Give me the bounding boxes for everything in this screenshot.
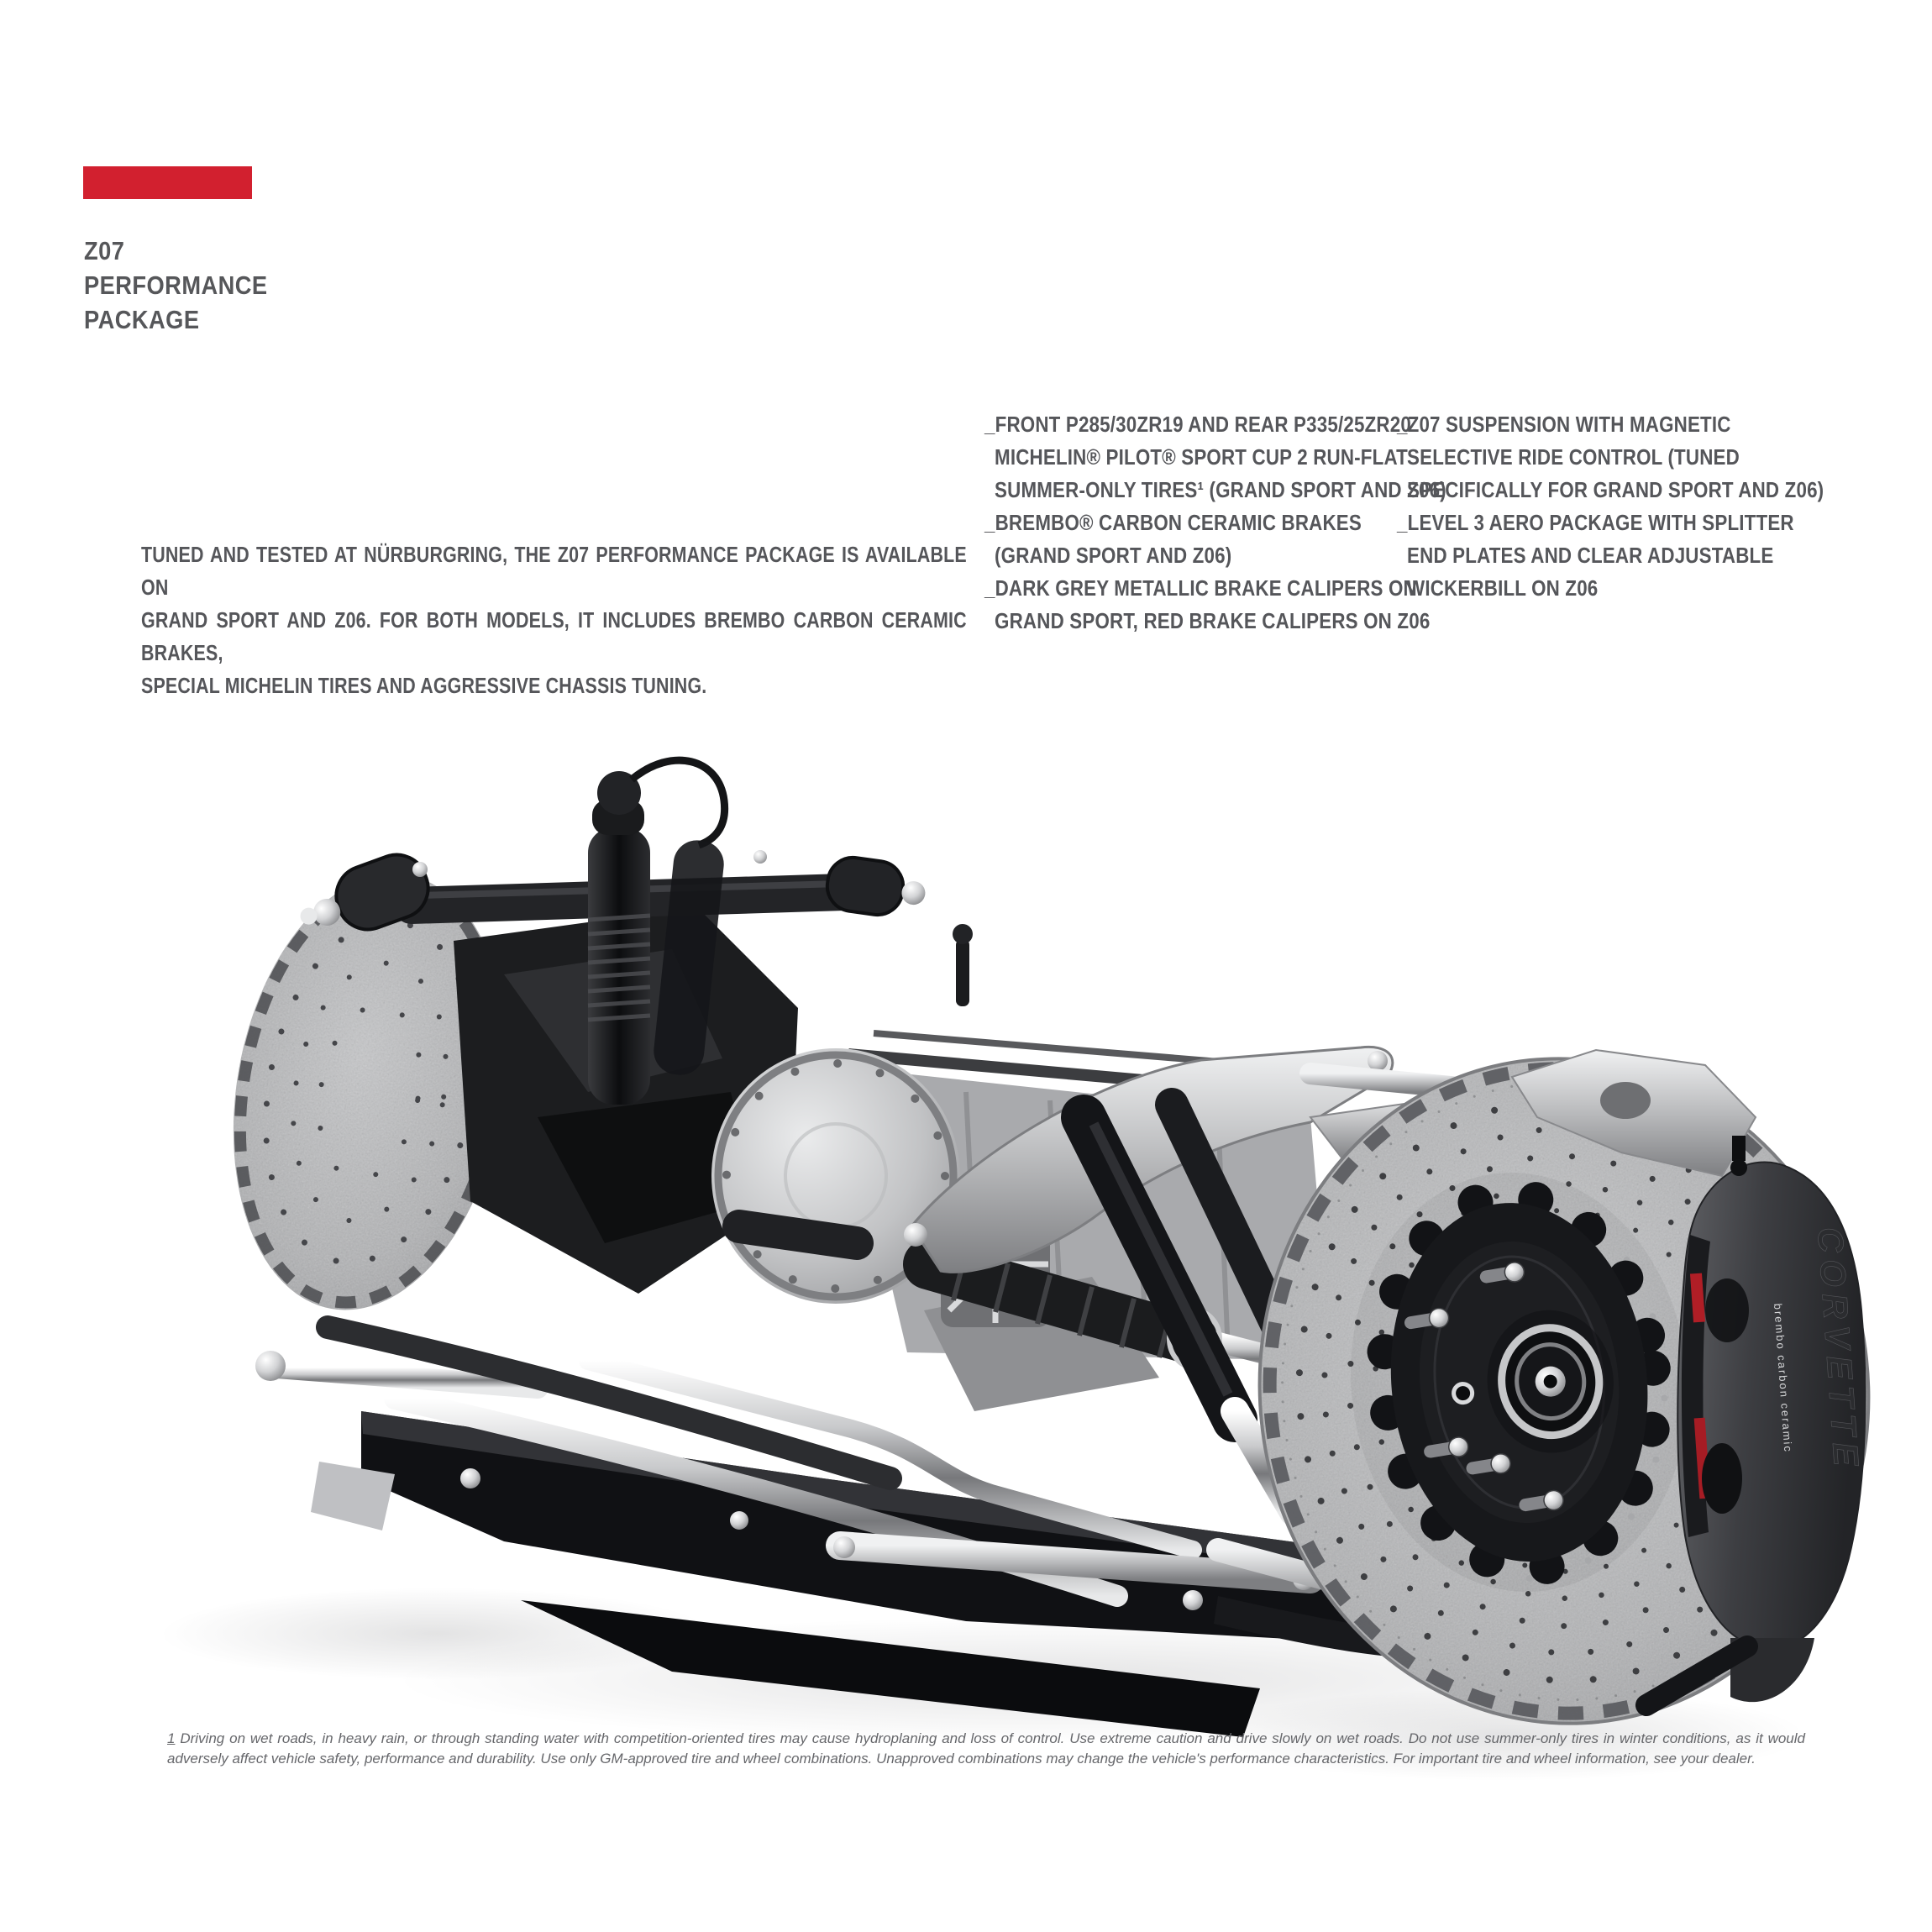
feature-item-cont: WICKERBILL ON Z06 (1407, 575, 1599, 601)
feature-item-cont: END PLATES AND CLEAR ADJUSTABLE (1407, 543, 1774, 568)
feature-item: _BREMBO® CARBON CERAMIC BRAKES (984, 510, 1362, 535)
footnote-line2: adversely affect vehicle safety, performance and durability. Use only GM-approved tire and wheel combinations. Unapproved combinations may change the vehicle's performance characteristics. For important tire and wheel information, see your dealer. (167, 1751, 1756, 1767)
intro-line: TUNED AND TESTED AT NÜRBURGRING, THE Z07 PERFORMANCE PACKAGE IS AVAILABLE ON (141, 543, 967, 600)
feature-item: _FRONT P285/30ZR19 AND REAR P335/25ZR20 (984, 412, 1411, 437)
page-title-line1: Z07 (84, 236, 125, 265)
feature-item-cont: MICHELIN® PILOT® SPORT CUP 2 RUN-FLAT (995, 444, 1408, 470)
feature-item-cont: SELECTIVE RIDE CONTROL (TUNED (1407, 444, 1740, 470)
feature-item: _DARK GREY METALLIC BRAKE CALIPERS ON (984, 575, 1417, 601)
footnote-text1: Driving on wet roads, in heavy rain, or through standing water with competition-oriented tires may cause hydroplaning and loss of control. Use extreme caution and drive slowly on wet roads. Do not use summer-only tires in winter conditions, as it would (175, 1730, 1805, 1746)
feature-item-cont: GRAND SPORT, RED BRAKE CALIPERS ON Z06 (995, 608, 1431, 633)
feature-item: _LEVEL 3 AERO PACKAGE WITH SPLITTER (1397, 510, 1794, 535)
page-title-line3: PACKAGE (84, 305, 200, 334)
footnote (167, 1729, 1805, 1769)
page-title-line2: PERFORMANCE (84, 270, 268, 300)
brake-hose (632, 760, 725, 845)
caliper-brembo-label: brembo carbon ceramic (1772, 1303, 1795, 1454)
feature-item: _Z07 SUSPENSION WITH MAGNETIC (1397, 412, 1731, 437)
footnote-line1 (167, 1729, 1805, 1749)
footnote-marker: 1 (167, 1730, 176, 1746)
feature-item-cont: (GRAND SPORT AND Z06) (995, 543, 1232, 568)
caliper-corvette-label: CORVETTE (1810, 1226, 1867, 1474)
intro-line: GRAND SPORT AND Z06. FOR BOTH MODELS, IT INCLUDES BREMBO CARBON CERAMIC BRAKES, (141, 609, 967, 665)
feature-item-cont: SUMMER-ONLY TIRES¹ (GRAND SPORT AND Z06) (995, 477, 1446, 502)
bushing-right (824, 854, 929, 921)
intro-line: SPECIAL MICHELIN TIRES AND AGGRESSIVE CHASSIS TUNING. (141, 675, 707, 698)
feature-item-cont: SPECIFICALLY FOR GRAND SPORT AND Z06) (1407, 477, 1824, 502)
shock-absorber (588, 827, 650, 1105)
